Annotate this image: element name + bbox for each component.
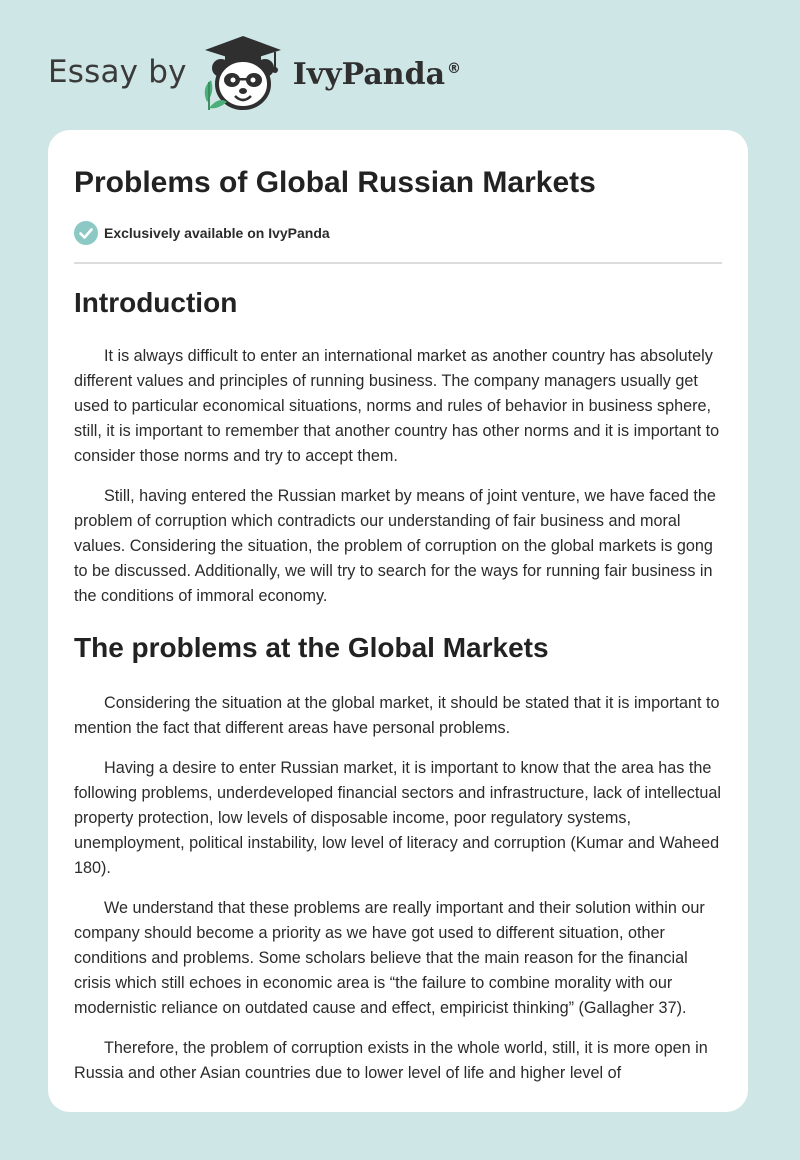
paragraph: Having a desire to enter Russian market, it is important to know that the area has the following problems, underdeveloped financial sectors and infrastructure, lack of intellectual property protection, low levels of disposable income, poor regulatory systems, unemployment, political instability, low level of literacy and corruption (Kumar and Waheed 180). — [74, 759, 721, 877]
paragraph: It is always difficult to enter an international market as another country has absolutely different values and principles of running business. The company managers usually get used to particular economical situations, norms and rules of behavior in business sphere, still, it is important to remember that another country has other norms and it is important to consider those norms and try to accept them. — [74, 347, 720, 465]
title-divider — [74, 262, 722, 264]
exclusive-badge — [74, 220, 722, 246]
panda-graduate-icon[interactable] — [197, 30, 289, 114]
section-global-markets — [74, 631, 722, 1086]
essay-card — [48, 130, 748, 1112]
site-header — [48, 30, 461, 114]
section-heading: The problems at the Global Markets — [74, 632, 549, 663]
essay-title: Problems of Global Russian Markets — [74, 166, 596, 199]
paragraph: Still, having entered the Russian market by means of joint venture, we have faced the problem of corruption which contradicts our understanding of fair business and moral values. Considering the situation, the problem of corruption on the global markets is gong to be discussed. Additionally, we will try to search for the ways for running fair business in the conditions of immoral economy. — [74, 487, 716, 605]
check-circle-icon — [74, 221, 98, 245]
paragraph: We understand that these problems are really important and their solution within our company should become a priority as we have got used to different situation, other conditions and problems. Some scholars believe that the main reason for the financial crisis which still echoes in economic area is “the failure to combine morality with our modernistic reliance on outdated cause and effect, empiricist thinking” (Gallagher 37). — [74, 899, 705, 1017]
section-introduction — [74, 286, 722, 609]
paragraph: Therefore, the problem of corruption exists in the whole world, still, it is more open in Russia and other Asian countries due to lower level of life and higher level of — [74, 1039, 708, 1082]
brand-name[interactable]: IvyPanda ® — [292, 56, 462, 92]
section-heading: Introduction — [74, 287, 238, 318]
paragraph: Considering the situation at the global market, it should be stated that it is important to mention the fact that different areas have personal problems. — [74, 694, 720, 737]
essay-by-label: Essay by — [48, 54, 187, 90]
exclusive-badge-text: Exclusively available on IvyPanda — [104, 225, 330, 241]
registered-mark: ® — [447, 60, 462, 77]
